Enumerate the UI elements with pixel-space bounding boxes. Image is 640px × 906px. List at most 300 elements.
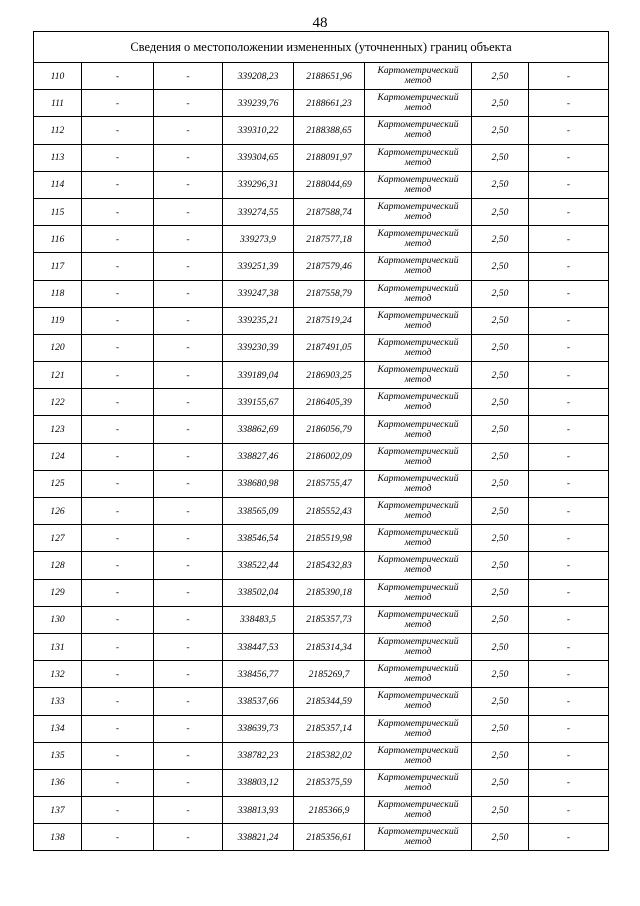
- dash-cell: -: [529, 389, 609, 416]
- point-number-cell: 128: [34, 552, 82, 579]
- dash-cell: -: [529, 769, 609, 796]
- x-coordinate-cell: 338447,53: [223, 633, 294, 660]
- dash-cell: -: [529, 280, 609, 307]
- method-cell: [365, 362, 472, 389]
- dash-cell: -: [529, 797, 609, 824]
- point-number-cell: 116: [34, 226, 82, 253]
- point-number-cell: 138: [34, 824, 82, 851]
- dash-cell: -: [154, 470, 223, 497]
- dash-cell: -: [154, 443, 223, 470]
- method-cell: [365, 253, 472, 280]
- accuracy-cell: 2,50: [472, 117, 529, 144]
- x-coordinate-cell: 338565,09: [223, 498, 294, 525]
- method-line1: Картометрический: [377, 336, 459, 348]
- method-line1: Картометрический: [377, 173, 459, 185]
- method-line2: метод: [404, 346, 432, 358]
- method-line2: метод: [404, 781, 432, 793]
- dash-cell: -: [154, 362, 223, 389]
- dash-cell: -: [82, 362, 154, 389]
- table-row: [34, 715, 609, 742]
- dash-cell: -: [82, 389, 154, 416]
- y-coordinate-cell: 2188651,96: [294, 63, 365, 90]
- method-line1: Картометрический: [377, 92, 459, 104]
- dash-cell: -: [82, 742, 154, 769]
- accuracy-cell: 2,50: [472, 470, 529, 497]
- table-row: [34, 416, 609, 443]
- method-line2: метод: [404, 211, 432, 223]
- dash-cell: -: [82, 90, 154, 117]
- method-line1: Картометрический: [377, 391, 459, 403]
- accuracy-cell: 2,50: [472, 606, 529, 633]
- x-coordinate-cell: 339296,31: [223, 171, 294, 198]
- accuracy-cell: 2,50: [472, 769, 529, 796]
- y-coordinate-cell: 2188661,23: [294, 90, 365, 117]
- method-line1: Картометрический: [377, 799, 459, 811]
- accuracy-cell: 2,50: [472, 280, 529, 307]
- dash-cell: -: [529, 525, 609, 552]
- x-coordinate-cell: 339310,22: [223, 117, 294, 144]
- y-coordinate-cell: 2185519,98: [294, 525, 365, 552]
- table-row: [34, 198, 609, 225]
- method-line1: Картометрический: [377, 146, 459, 158]
- dash-cell: -: [529, 443, 609, 470]
- table-row: [34, 498, 609, 525]
- dash-cell: -: [154, 90, 223, 117]
- dash-cell: -: [529, 226, 609, 253]
- table-title: Сведения о местоположении измененных (уточненных) границ объекта: [34, 32, 609, 63]
- method-line2: метод: [404, 836, 432, 848]
- method-cell: [365, 443, 472, 470]
- x-coordinate-cell: 338803,12: [223, 769, 294, 796]
- y-coordinate-cell: 2186405,39: [294, 389, 365, 416]
- dash-cell: -: [529, 253, 609, 280]
- table-row: [34, 90, 609, 117]
- method-cell: [365, 117, 472, 144]
- table-row: [34, 253, 609, 280]
- accuracy-cell: 2,50: [472, 144, 529, 171]
- table-row: [34, 470, 609, 497]
- accuracy-cell: 2,50: [472, 171, 529, 198]
- y-coordinate-cell: 2185432,83: [294, 552, 365, 579]
- point-number-cell: 117: [34, 253, 82, 280]
- dash-cell: -: [82, 307, 154, 334]
- dash-cell: -: [529, 307, 609, 334]
- dash-cell: -: [529, 171, 609, 198]
- method-cell: [365, 661, 472, 688]
- accuracy-cell: 2,50: [472, 742, 529, 769]
- point-number-cell: 121: [34, 362, 82, 389]
- x-coordinate-cell: 338502,04: [223, 579, 294, 606]
- dash-cell: -: [529, 824, 609, 851]
- point-number-cell: 132: [34, 661, 82, 688]
- method-line1: Картометрический: [377, 119, 459, 131]
- method-cell: [365, 171, 472, 198]
- y-coordinate-cell: 2185344,59: [294, 688, 365, 715]
- point-number-cell: 133: [34, 688, 82, 715]
- dash-cell: -: [82, 633, 154, 660]
- method-line1: Картометрический: [377, 826, 459, 838]
- dash-cell: -: [529, 90, 609, 117]
- dash-cell: -: [529, 334, 609, 361]
- y-coordinate-cell: 2185357,73: [294, 606, 365, 633]
- method-cell: [365, 688, 472, 715]
- y-coordinate-cell: 2185269,7: [294, 661, 365, 688]
- dash-cell: -: [82, 661, 154, 688]
- method-line1: Картометрический: [377, 65, 459, 77]
- dash-cell: -: [154, 525, 223, 552]
- dash-cell: -: [529, 63, 609, 90]
- table-row: [34, 824, 609, 851]
- method-line2: метод: [404, 510, 432, 522]
- accuracy-cell: 2,50: [472, 334, 529, 361]
- method-line2: метод: [404, 673, 432, 685]
- method-line1: Картометрический: [377, 201, 459, 213]
- method-cell: [365, 498, 472, 525]
- method-line2: метод: [404, 265, 432, 277]
- method-line2: метод: [404, 238, 432, 250]
- y-coordinate-cell: 2187588,74: [294, 198, 365, 225]
- y-coordinate-cell: 2187491,05: [294, 334, 365, 361]
- method-line1: Картометрический: [377, 255, 459, 267]
- method-line1: Картометрический: [377, 608, 459, 620]
- y-coordinate-cell: 2186903,25: [294, 362, 365, 389]
- method-line1: Картометрический: [377, 500, 459, 512]
- method-line2: метод: [404, 428, 432, 440]
- method-cell: [365, 769, 472, 796]
- point-number-cell: 124: [34, 443, 82, 470]
- dash-cell: -: [154, 797, 223, 824]
- y-coordinate-cell: 2185390,18: [294, 579, 365, 606]
- method-line1: Картометрический: [377, 771, 459, 783]
- y-coordinate-cell: 2185382,02: [294, 742, 365, 769]
- dash-cell: -: [82, 715, 154, 742]
- method-cell: [365, 280, 472, 307]
- table-row: [34, 144, 609, 171]
- accuracy-cell: 2,50: [472, 253, 529, 280]
- dash-cell: -: [529, 198, 609, 225]
- dash-cell: -: [82, 470, 154, 497]
- table-row: [34, 552, 609, 579]
- dash-cell: -: [529, 661, 609, 688]
- table-row: [34, 334, 609, 361]
- accuracy-cell: 2,50: [472, 797, 529, 824]
- method-line1: Картометрический: [377, 472, 459, 484]
- accuracy-cell: 2,50: [472, 90, 529, 117]
- dash-cell: -: [154, 824, 223, 851]
- x-coordinate-cell: 338639,73: [223, 715, 294, 742]
- method-cell: [365, 606, 472, 633]
- table-row: [34, 362, 609, 389]
- dash-cell: -: [82, 606, 154, 633]
- table-row: [34, 443, 609, 470]
- dash-cell: -: [154, 606, 223, 633]
- y-coordinate-cell: 2187519,24: [294, 307, 365, 334]
- method-line2: метод: [404, 564, 432, 576]
- dash-cell: -: [154, 307, 223, 334]
- method-cell: [365, 90, 472, 117]
- point-number-cell: 118: [34, 280, 82, 307]
- dash-cell: -: [154, 552, 223, 579]
- x-coordinate-cell: 338546,54: [223, 525, 294, 552]
- method-line2: метод: [404, 754, 432, 766]
- dash-cell: -: [82, 280, 154, 307]
- accuracy-cell: 2,50: [472, 226, 529, 253]
- dash-cell: -: [82, 226, 154, 253]
- method-line2: метод: [404, 401, 432, 413]
- table-row: [34, 579, 609, 606]
- x-coordinate-cell: 339230,39: [223, 334, 294, 361]
- dash-cell: -: [154, 742, 223, 769]
- accuracy-cell: 2,50: [472, 307, 529, 334]
- x-coordinate-cell: 338680,98: [223, 470, 294, 497]
- dash-cell: -: [154, 171, 223, 198]
- accuracy-cell: 2,50: [472, 661, 529, 688]
- method-line1: Картометрический: [377, 445, 459, 457]
- x-coordinate-cell: 339189,04: [223, 362, 294, 389]
- accuracy-cell: 2,50: [472, 633, 529, 660]
- dash-cell: -: [154, 389, 223, 416]
- point-number-cell: 113: [34, 144, 82, 171]
- accuracy-cell: 2,50: [472, 362, 529, 389]
- method-cell: [365, 63, 472, 90]
- accuracy-cell: 2,50: [472, 824, 529, 851]
- dash-cell: -: [154, 280, 223, 307]
- dash-cell: -: [529, 552, 609, 579]
- method-line2: метод: [404, 700, 432, 712]
- x-coordinate-cell: 339247,38: [223, 280, 294, 307]
- dash-cell: -: [82, 498, 154, 525]
- method-line1: Картометрический: [377, 418, 459, 430]
- method-cell: [365, 307, 472, 334]
- x-coordinate-cell: 338522,44: [223, 552, 294, 579]
- method-cell: [365, 226, 472, 253]
- dash-cell: -: [82, 198, 154, 225]
- accuracy-cell: 2,50: [472, 389, 529, 416]
- method-cell: [365, 824, 472, 851]
- dash-cell: -: [529, 633, 609, 660]
- method-line2: метод: [404, 455, 432, 467]
- dash-cell: -: [529, 362, 609, 389]
- table-row: [34, 688, 609, 715]
- point-number-cell: 137: [34, 797, 82, 824]
- method-line2: метод: [404, 537, 432, 549]
- y-coordinate-cell: 2187579,46: [294, 253, 365, 280]
- method-cell: [365, 552, 472, 579]
- page-number: 48: [312, 15, 328, 31]
- dash-cell: -: [154, 226, 223, 253]
- point-number-cell: 110: [34, 63, 82, 90]
- y-coordinate-cell: 2187558,79: [294, 280, 365, 307]
- table-row: [34, 797, 609, 824]
- method-cell: [365, 797, 472, 824]
- dash-cell: -: [82, 525, 154, 552]
- method-cell: [365, 389, 472, 416]
- table-row: [34, 606, 609, 633]
- dash-cell: -: [529, 742, 609, 769]
- y-coordinate-cell: 2186056,79: [294, 416, 365, 443]
- method-line1: Картометрический: [377, 581, 459, 593]
- method-line1: Картометрический: [377, 663, 459, 675]
- accuracy-cell: 2,50: [472, 198, 529, 225]
- point-number-cell: 131: [34, 633, 82, 660]
- method-line2: метод: [404, 75, 432, 87]
- method-cell: [365, 416, 472, 443]
- x-coordinate-cell: 338821,24: [223, 824, 294, 851]
- method-cell: [365, 144, 472, 171]
- x-coordinate-cell: 339208,23: [223, 63, 294, 90]
- point-number-cell: 120: [34, 334, 82, 361]
- x-coordinate-cell: 338782,23: [223, 742, 294, 769]
- dash-cell: -: [154, 498, 223, 525]
- method-line2: метод: [404, 292, 432, 304]
- point-number-cell: 127: [34, 525, 82, 552]
- dash-cell: -: [82, 117, 154, 144]
- dash-cell: -: [82, 334, 154, 361]
- dash-cell: -: [154, 253, 223, 280]
- method-line1: Картометрический: [377, 527, 459, 539]
- x-coordinate-cell: 339304,65: [223, 144, 294, 171]
- table-row: [34, 769, 609, 796]
- dash-cell: -: [529, 715, 609, 742]
- method-line2: метод: [404, 156, 432, 168]
- dash-cell: -: [154, 198, 223, 225]
- point-number-cell: 125: [34, 470, 82, 497]
- method-line2: метод: [404, 183, 432, 195]
- point-number-cell: 126: [34, 498, 82, 525]
- table-row: [34, 661, 609, 688]
- method-line2: метод: [404, 482, 432, 494]
- method-line2: метод: [404, 591, 432, 603]
- method-line1: Картометрический: [377, 636, 459, 648]
- accuracy-cell: 2,50: [472, 63, 529, 90]
- method-cell: [365, 470, 472, 497]
- method-line1: Картометрический: [377, 364, 459, 376]
- dash-cell: -: [154, 334, 223, 361]
- x-coordinate-cell: 338813,93: [223, 797, 294, 824]
- point-number-cell: 122: [34, 389, 82, 416]
- x-coordinate-cell: 339235,21: [223, 307, 294, 334]
- dash-cell: -: [529, 144, 609, 171]
- dash-cell: -: [154, 715, 223, 742]
- dash-cell: -: [82, 797, 154, 824]
- method-line2: метод: [404, 374, 432, 386]
- dash-cell: -: [154, 688, 223, 715]
- table-row: [34, 633, 609, 660]
- point-number-cell: 134: [34, 715, 82, 742]
- dash-cell: -: [82, 688, 154, 715]
- method-line2: метод: [404, 809, 432, 821]
- method-line2: метод: [404, 102, 432, 114]
- dash-cell: -: [529, 117, 609, 144]
- point-number-cell: 136: [34, 769, 82, 796]
- dash-cell: -: [82, 552, 154, 579]
- dash-cell: -: [82, 144, 154, 171]
- point-number-cell: 123: [34, 416, 82, 443]
- table-row: [34, 525, 609, 552]
- table-row: [34, 171, 609, 198]
- dash-cell: -: [82, 416, 154, 443]
- method-line1: Картометрический: [377, 744, 459, 756]
- method-line1: Картометрический: [377, 717, 459, 729]
- method-line1: Картометрический: [377, 282, 459, 294]
- point-number-cell: 112: [34, 117, 82, 144]
- y-coordinate-cell: 2188091,97: [294, 144, 365, 171]
- method-line2: метод: [404, 727, 432, 739]
- dash-cell: -: [154, 416, 223, 443]
- dash-cell: -: [82, 579, 154, 606]
- table-row: [34, 742, 609, 769]
- point-number-cell: 119: [34, 307, 82, 334]
- dash-cell: -: [529, 688, 609, 715]
- accuracy-cell: 2,50: [472, 688, 529, 715]
- dash-cell: -: [529, 579, 609, 606]
- x-coordinate-cell: 339155,67: [223, 389, 294, 416]
- method-line2: метод: [404, 618, 432, 630]
- table-row: [34, 226, 609, 253]
- y-coordinate-cell: 2188044,69: [294, 171, 365, 198]
- y-coordinate-cell: 2185314,34: [294, 633, 365, 660]
- y-coordinate-cell: 2188388,65: [294, 117, 365, 144]
- method-cell: [365, 198, 472, 225]
- method-cell: [365, 334, 472, 361]
- dash-cell: -: [82, 443, 154, 470]
- x-coordinate-cell: 338862,69: [223, 416, 294, 443]
- point-number-cell: 129: [34, 579, 82, 606]
- accuracy-cell: 2,50: [472, 715, 529, 742]
- point-number-cell: 111: [34, 90, 82, 117]
- accuracy-cell: 2,50: [472, 416, 529, 443]
- table-row: [34, 63, 609, 90]
- method-line1: Картометрический: [377, 228, 459, 240]
- method-line2: метод: [404, 129, 432, 141]
- dash-cell: -: [529, 606, 609, 633]
- dash-cell: -: [154, 144, 223, 171]
- table-row: [34, 117, 609, 144]
- method-line1: Картометрический: [377, 554, 459, 566]
- accuracy-cell: 2,50: [472, 525, 529, 552]
- y-coordinate-cell: 2187577,18: [294, 226, 365, 253]
- y-coordinate-cell: 2186002,09: [294, 443, 365, 470]
- method-cell: [365, 633, 472, 660]
- x-coordinate-cell: 339251,39: [223, 253, 294, 280]
- table-row: [34, 307, 609, 334]
- y-coordinate-cell: 2185366,9: [294, 797, 365, 824]
- x-coordinate-cell: 339239,76: [223, 90, 294, 117]
- dash-cell: -: [154, 63, 223, 90]
- x-coordinate-cell: 338483,5: [223, 606, 294, 633]
- dash-cell: -: [82, 171, 154, 198]
- dash-cell: -: [154, 579, 223, 606]
- point-number-cell: 114: [34, 171, 82, 198]
- dash-cell: -: [529, 416, 609, 443]
- y-coordinate-cell: 2185552,43: [294, 498, 365, 525]
- point-number-cell: 130: [34, 606, 82, 633]
- x-coordinate-cell: 339273,9: [223, 226, 294, 253]
- method-line1: Картометрический: [377, 309, 459, 321]
- accuracy-cell: 2,50: [472, 552, 529, 579]
- dash-cell: -: [82, 253, 154, 280]
- method-line2: метод: [404, 646, 432, 658]
- table-row: [34, 280, 609, 307]
- method-line1: Картометрический: [377, 690, 459, 702]
- method-cell: [365, 579, 472, 606]
- dash-cell: -: [82, 824, 154, 851]
- accuracy-cell: 2,50: [472, 579, 529, 606]
- boundary-coordinates-table: [33, 31, 609, 851]
- y-coordinate-cell: 2185755,47: [294, 470, 365, 497]
- y-coordinate-cell: 2185375,59: [294, 769, 365, 796]
- dash-cell: -: [154, 633, 223, 660]
